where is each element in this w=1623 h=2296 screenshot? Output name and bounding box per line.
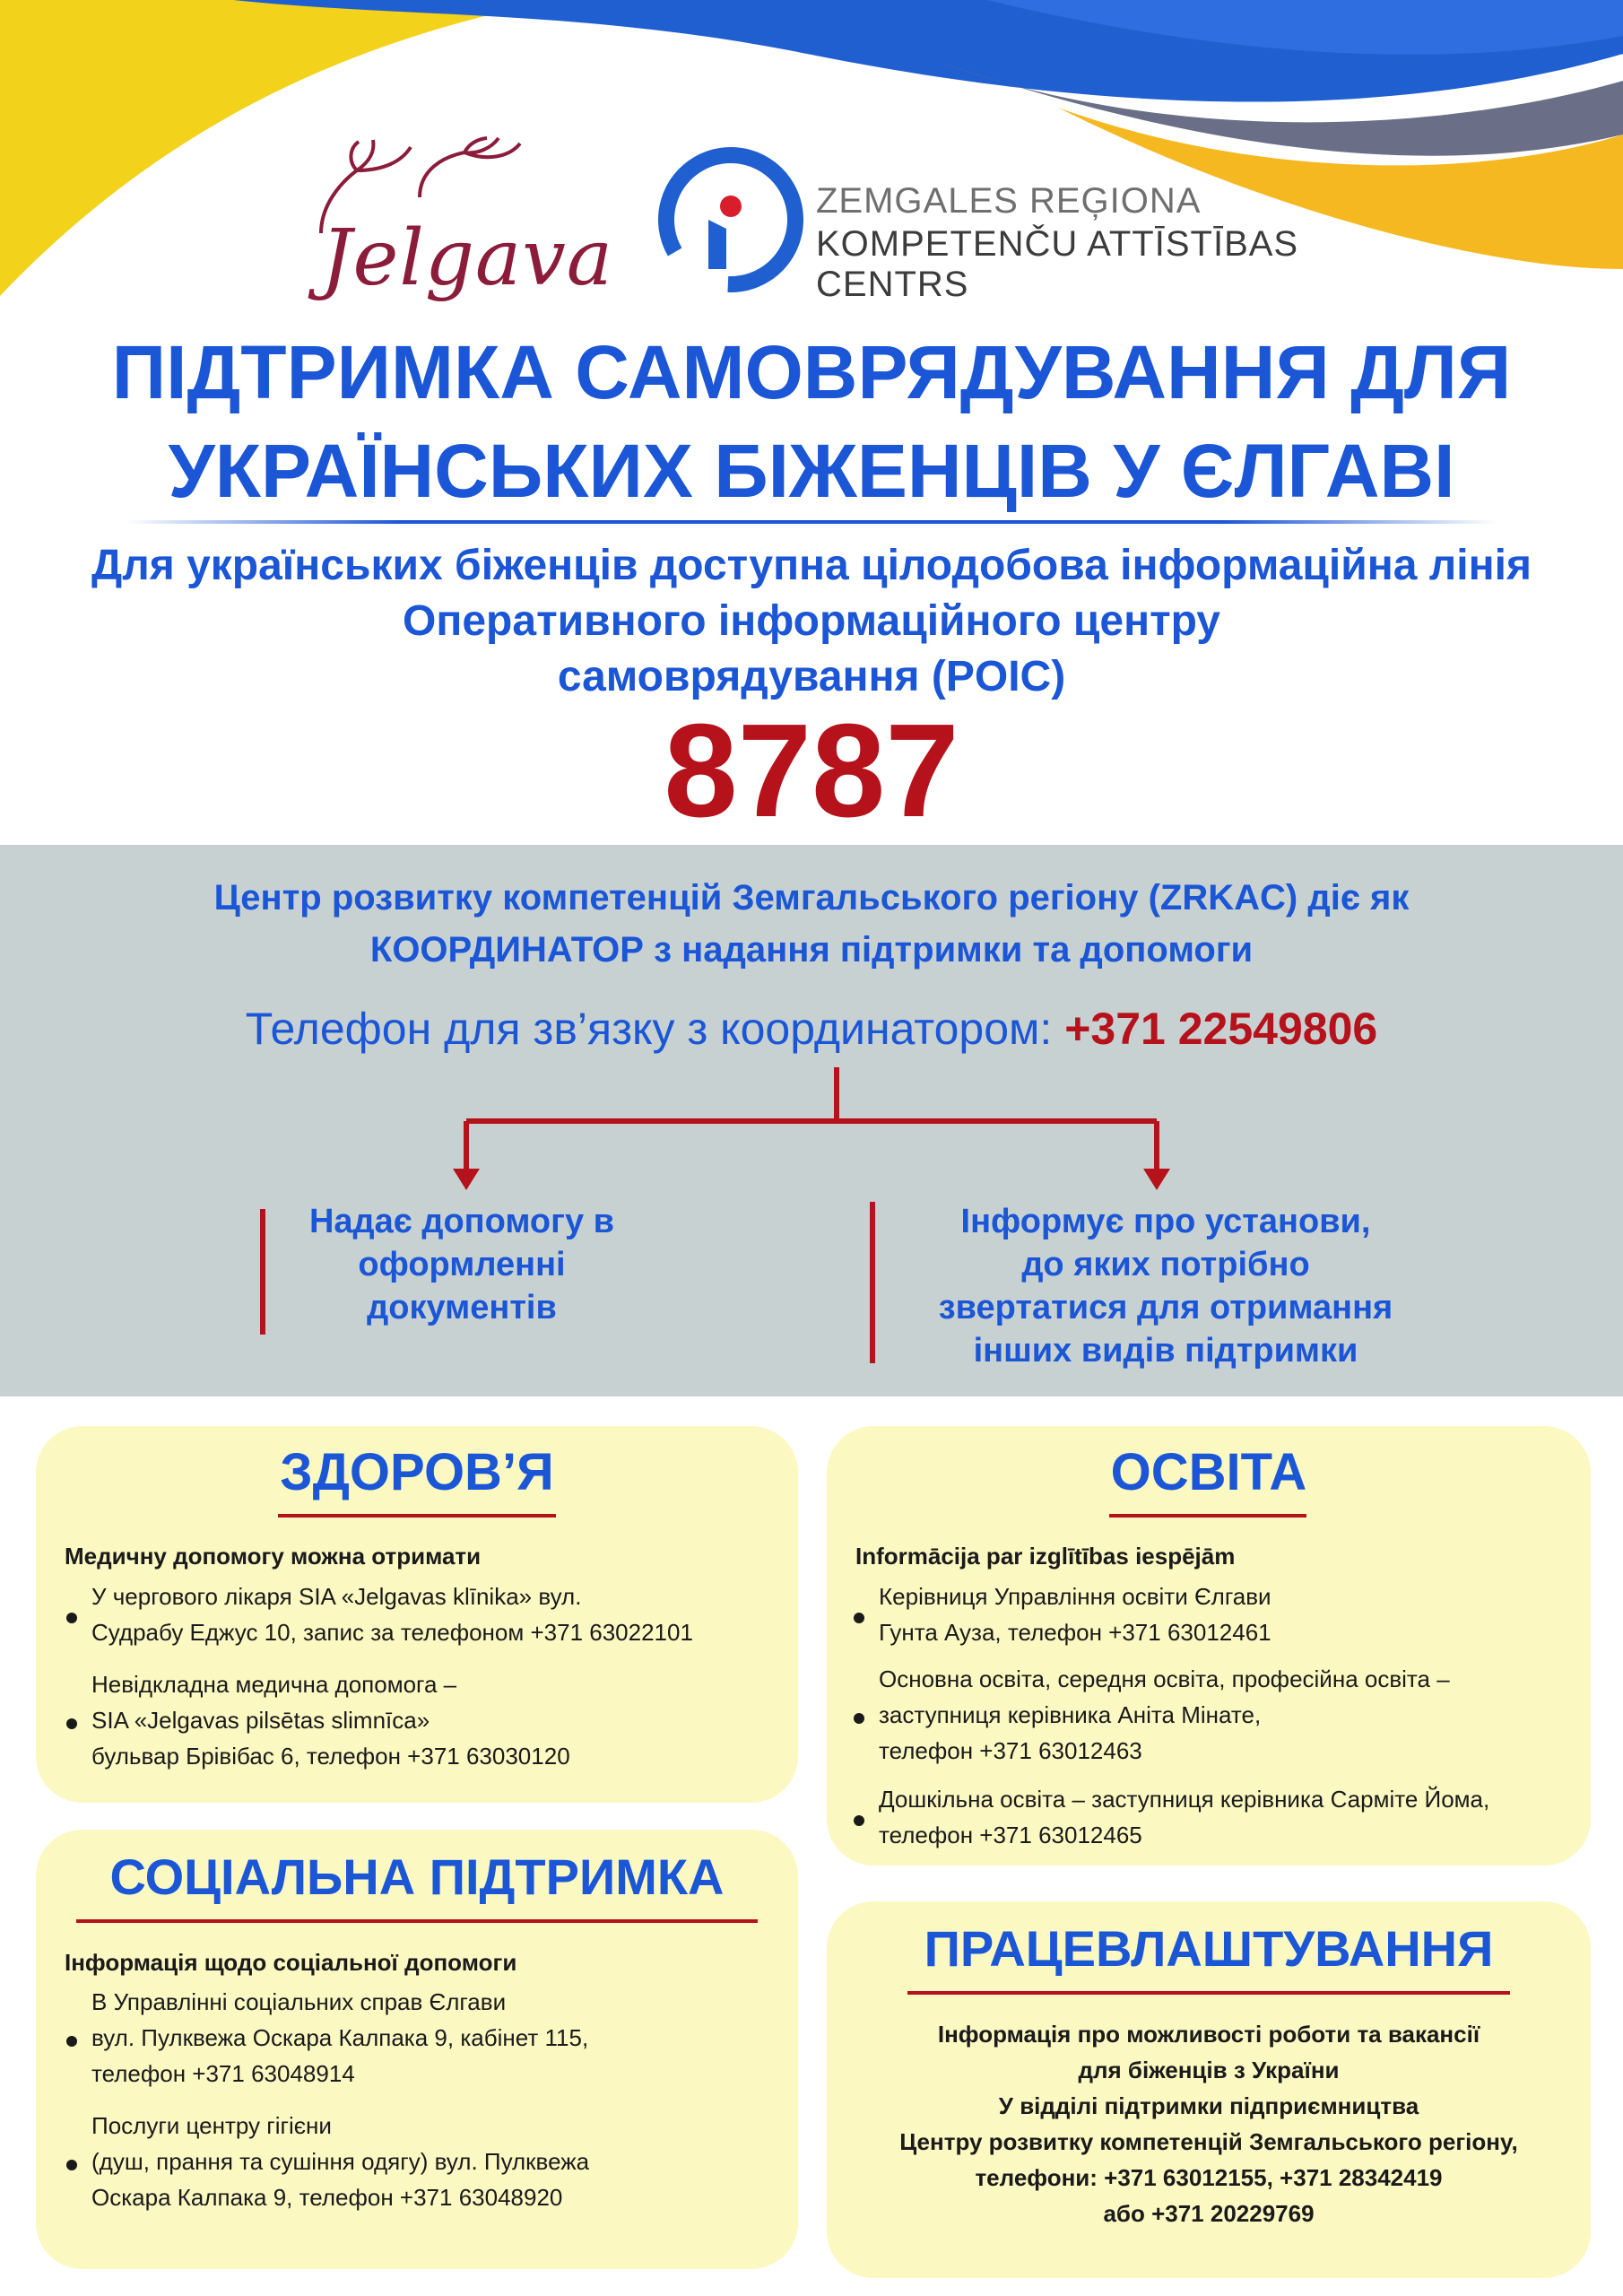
education-item-2-line-2: заступниця керівника Аніта Мінате, <box>879 1701 1262 1728</box>
health-item-2-line-2: SIA «Jelgavas pilsētas slimnīca» <box>91 1707 430 1734</box>
arrow-down-icon <box>1143 1169 1170 1190</box>
social-card <box>36 1830 798 2269</box>
health-item-2-line-1: Невідкладна медична допомога – <box>91 1671 457 1698</box>
social-title-underline <box>76 1919 758 1923</box>
social-lead: Інформація щодо соціальної допомоги <box>65 1949 517 1976</box>
title-divider <box>126 520 1497 524</box>
employment-line-3: У відділі підтримки підприємництва <box>998 2092 1419 2119</box>
social-item-1-line-2: вул. Пулквежа Оскара Калпака 9, кабінет 115, <box>91 2024 589 2051</box>
branch-right-line-1: Інформує про установи, <box>960 1203 1371 1240</box>
hotline-description <box>0 538 1623 705</box>
health-item-1-line-1: У чергового лікаря SIA «Jelgavas klīnika» вул. <box>91 1583 582 1610</box>
education-item-2-line-1: Основна освіта, середня освіта, професійна освіта – <box>879 1665 1450 1692</box>
hotline-line-3: самоврядування (POIC) <box>557 653 1066 700</box>
health-title: ЗДОРОВ’Я <box>280 1443 554 1501</box>
page-title <box>0 323 1623 520</box>
employment-title-underline <box>907 1991 1510 1995</box>
employment-title: ПРАЦЕВЛАШТУВАННЯ <box>924 1920 1494 1977</box>
zrkac-name-line1: ZEMGALES REĢIONA <box>816 181 1202 221</box>
coordinator-description <box>0 872 1623 976</box>
education-title-underline <box>1109 1514 1306 1518</box>
branch-left-line-1: Надає допомогу в <box>308 1203 615 1240</box>
education-item <box>879 1661 1450 1769</box>
health-title-underline <box>278 1514 556 1518</box>
social-item-1-line-3: телефон +371 63048914 <box>91 2060 355 2087</box>
education-card <box>827 1426 1591 1866</box>
hotline-number: 8787 <box>664 697 959 845</box>
title-line-2: УКРАЇНСЬКИХ БІЖЕНЦІВ У ЄЛГАВІ <box>168 429 1455 513</box>
employment-card <box>827 1901 1591 2278</box>
branch-right-line-2: до яких потрібно <box>1021 1246 1310 1283</box>
zrkac-logo <box>655 144 1354 304</box>
coordinator-line-1: Центр розвитку компетенцій Земгальського регіону (ZRKAC) діє як <box>213 878 1410 918</box>
coordinator-phone-number: +371 22549806 <box>1064 1004 1378 1054</box>
branch-left-line-2: оформленні <box>358 1246 566 1283</box>
employment-info <box>827 2016 1591 2231</box>
employment-line-5: телефони: +371 63012155, +371 28342419 <box>975 2164 1443 2191</box>
hotline-line-2: Оперативного інформаційного центру <box>403 597 1220 645</box>
social-title: СОЦІАЛЬНА ПІДТРИМКА <box>109 1848 725 1905</box>
education-item <box>879 1781 1489 1853</box>
branch-left-line-3: документів <box>367 1289 557 1326</box>
employment-line-1: Інформація про можливості роботи та вакансії <box>937 2021 1480 2048</box>
coordinator-phone-label: Телефон для зв’язку з координатором: <box>245 1004 1053 1054</box>
education-item-3-line-1: Дошкільна освіта – заступниця керівника Сарміте Йома, <box>879 1786 1490 1813</box>
coordinator-phone <box>0 1003 1623 1055</box>
title-line-1: ПІДТРИМКА САМОВРЯДУВАННЯ ДЛЯ <box>111 330 1512 414</box>
education-lead: Informācija par izglītības iespējām <box>855 1543 1236 1570</box>
jelgava-logo <box>285 135 617 314</box>
branch-arrows <box>0 1063 1623 1197</box>
education-title: ОСВІТА <box>1110 1443 1307 1501</box>
education-item-1-line-1: Керівниця Управління освіти Єлгави <box>879 1583 1271 1610</box>
social-item-1-line-1: В Управлінні соціальних справ Єлгави <box>91 1988 507 2015</box>
education-item-3-line-2: телефон +371 63012465 <box>879 1822 1142 1848</box>
right-branch-bar <box>870 1202 875 1363</box>
health-lead: Медичну допомогу можна отримати <box>65 1543 482 1570</box>
arrow-down-icon <box>453 1169 480 1190</box>
branch-institutions <box>879 1200 1453 1372</box>
social-item-2-line-3: Оскара Калпака 9, телефон +371 63048920 <box>91 2184 563 2211</box>
employment-line-4: Центру розвитку компетенцій Земгальського регіону, <box>899 2128 1518 2155</box>
branch-right-line-4: інших видів підтримки <box>973 1332 1358 1370</box>
employment-line-6: або +371 20229769 <box>1103 2200 1315 2227</box>
branch-right-line-3: звертатися для отримання <box>938 1289 1393 1326</box>
social-item-2-line-1: Послуги центру гігієни <box>91 2112 332 2139</box>
coordinator-line-2: КООРДИНАТОР з надання підтримки та допомоги <box>369 930 1254 970</box>
health-item-2-line-3: бульвар Брівібас 6, телефон +371 63030120 <box>91 1743 570 1770</box>
zrkac-mark-icon <box>655 144 807 296</box>
jelgava-wordmark: Jelgava <box>321 213 614 303</box>
social-item <box>91 2108 589 2215</box>
left-branch-bar <box>260 1209 265 1335</box>
education-item-2-line-3: телефон +371 63012463 <box>879 1737 1142 1764</box>
health-item <box>91 1578 693 1650</box>
hotline-line-1: Для українських біженців доступна цілодобова інформаційна лінія <box>91 542 1532 589</box>
zrkac-name-line2: KOMPETENČU ATTĪSTĪBAS CENTRS <box>816 224 1299 304</box>
education-item-1-line-2: Гунта Ауза, телефон +371 63012461 <box>879 1619 1271 1646</box>
branch-documents <box>269 1200 655 1329</box>
social-item-2-line-2: (душ, прання та сушіння одягу) вул. Пулквежа <box>91 2148 590 2175</box>
health-item-1-line-2: Судрабу Еджус 10, запис за телефоном +371 63022101 <box>91 1619 693 1646</box>
health-card <box>36 1426 798 1803</box>
health-item <box>91 1666 570 1774</box>
education-item <box>879 1578 1271 1650</box>
social-item <box>91 1984 588 2092</box>
employment-line-2: для біженців з України <box>1078 2057 1340 2083</box>
